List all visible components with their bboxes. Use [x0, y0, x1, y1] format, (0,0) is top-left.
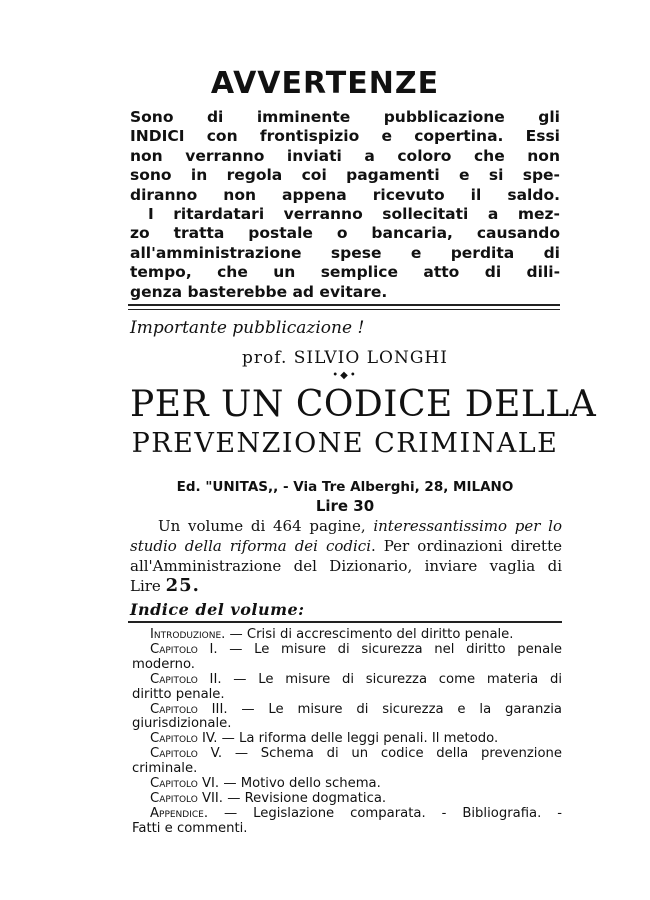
index-entry-continuation: diritto penale. — [132, 686, 225, 702]
publisher-info: Ed. "UNITAS,, - Via Tre Alberghi, 28, MILANO — [176, 479, 514, 495]
index-entry-text: — Revisione dogmatica. — [227, 790, 387, 806]
index-entry-label: Capitolo VII. — [150, 790, 223, 806]
notice-line: genza basterebbe ad evitare. — [130, 282, 388, 301]
index-entry-label: Capitolo V. — [150, 746, 223, 762]
index-entry — [132, 703, 562, 718]
description-italic: interessantissimo per lo — [373, 517, 562, 535]
notice-line: all'amministrazione spese e perdita di — [130, 243, 560, 262]
index-entry — [132, 777, 562, 792]
notice-line: INDICI con frontispizio e copertina. Essi — [130, 127, 560, 146]
notice-line: diranno non appena ricevuto il saldo. — [130, 185, 560, 204]
price: Lire 30 — [315, 497, 375, 515]
index-entry — [132, 807, 562, 822]
index-entry — [132, 628, 562, 643]
index-entry-continuation: moderno. — [132, 656, 195, 672]
book-title-line-2: PREVENZIONE CRIMINALE — [131, 428, 559, 459]
index-list — [132, 628, 562, 837]
notice-line: non verranno inviati a coloro che non — [130, 146, 560, 165]
description-text: Lire — [130, 577, 166, 595]
double-rule-divider — [128, 304, 560, 310]
index-entry — [132, 792, 562, 807]
index-entry-label: Introduzione. — [150, 627, 226, 642]
notice-line: I ritardatari verranno sollecitati a mez- — [148, 205, 560, 224]
index-entry-text: — Crisi di accrescimento del diritto penale. — [229, 627, 514, 642]
index-entry-text: — Le misure di sicurezza nel diritto penale — [229, 641, 562, 657]
notice-body — [130, 108, 560, 302]
index-entry-label: Appendice. — [150, 805, 209, 821]
book-description — [130, 516, 562, 596]
index-entry-label: Capitolo II. — [150, 671, 222, 687]
index-entry — [132, 643, 562, 658]
description-text: . Per ordinazioni dirette — [371, 537, 562, 555]
index-entry — [132, 747, 562, 762]
ornament-icon: •◆• — [332, 370, 358, 381]
description-italic: studio della riforma dei codici — [130, 537, 371, 555]
book-title-line-1: PER UN CODICE DELLA — [130, 384, 597, 425]
rule-divider — [128, 621, 562, 623]
author-name: prof. SILVIO LONGHI — [242, 348, 448, 368]
index-entry-continuation: criminale. — [132, 761, 198, 777]
index-entry-text: — Motivo dello schema. — [223, 776, 381, 792]
index-entry-label: Capitolo III. — [150, 701, 228, 717]
index-entry-label: Capitolo VI. — [150, 776, 220, 792]
index-entry-label: Capitolo IV. — [150, 731, 218, 747]
index-entry-text: — La riforma delle leggi penali. Il metodo. — [221, 731, 499, 747]
description-line: all'Amministrazione del Dizionario, inviare vaglia di — [130, 557, 562, 575]
important-label: Importante pubblicazione ! — [130, 318, 365, 338]
index-entry — [132, 673, 562, 688]
index-entry — [132, 732, 562, 747]
index-entry-text: — Schema di un codice della prevenzione — [234, 746, 562, 762]
order-price: 25. — [165, 575, 200, 596]
index-entry-continuation: Fatti e commenti. — [132, 820, 248, 836]
index-entry-label: Capitolo I. — [150, 641, 218, 657]
description-line — [130, 576, 562, 596]
index-entry-continuation: giurisdizionale. — [132, 716, 232, 732]
index-entry-text: — Le misure di sicurezza come materia di — [233, 671, 562, 687]
notice-line: zo tratta postale o bancaria, causando — [130, 224, 560, 243]
description-line — [130, 536, 562, 556]
index-entry-text: — Le misure di sicurezza e la garanzia — [241, 701, 562, 717]
notice-line: tempo, che un semplice atto di dili- — [130, 263, 560, 282]
notice-title: AVVERTENZE — [210, 66, 440, 101]
description-line — [130, 516, 562, 536]
notice-line: sono in regola coi pagamenti e si spe- — [130, 166, 560, 185]
notice-line: Sono di imminente pubblicazione gli — [130, 108, 560, 126]
description-text: Un volume di 464 pagine, — [158, 517, 374, 535]
index-entry-text: — Legislazione comparata. - Bibliografia. - — [224, 805, 562, 821]
index-heading: Indice del volume: — [130, 600, 305, 619]
